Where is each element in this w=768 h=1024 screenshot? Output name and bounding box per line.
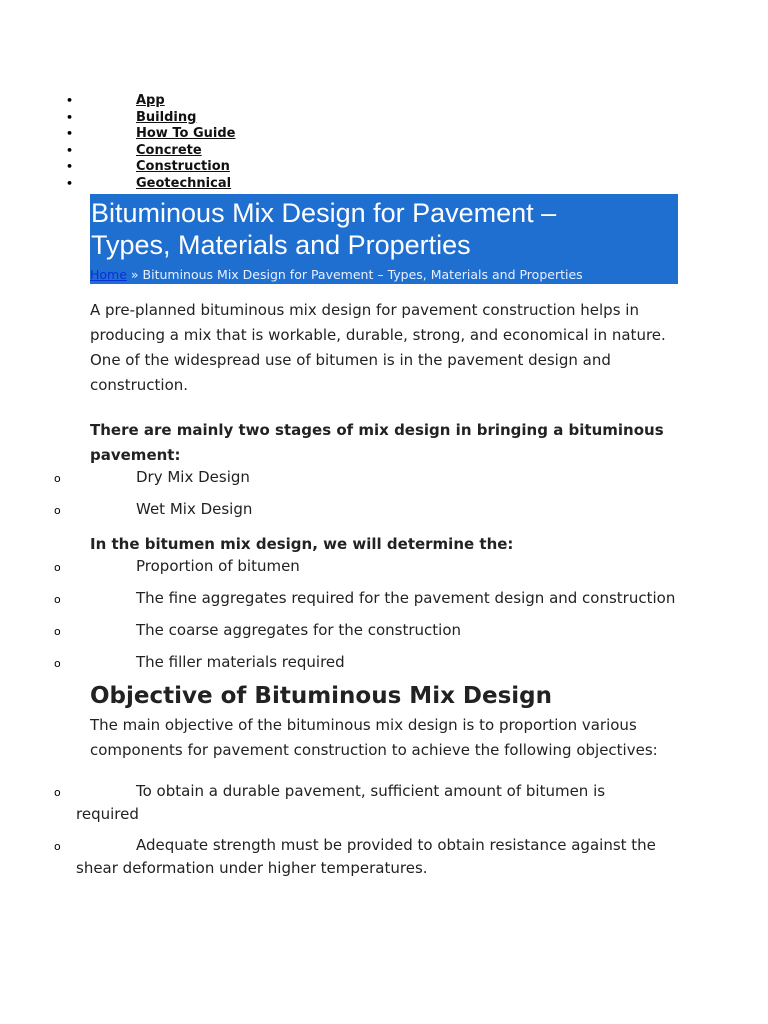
circle-bullet-icon: o: [54, 625, 61, 638]
intro-line: A pre-planned bituminous mix design for pavement construction helps in: [90, 301, 639, 319]
bullet-icon: •: [66, 176, 74, 190]
nav-item-construction: [0, 159, 400, 176]
nav-item-building: [0, 110, 400, 127]
circle-bullet-icon: o: [54, 840, 61, 853]
nav-item-concrete: [0, 143, 400, 160]
breadcrumb-separator: »: [126, 267, 143, 282]
objective-intro-line2: components for pavement construction to achieve the following objectives:: [90, 741, 658, 759]
bullet-icon: •: [66, 94, 74, 107]
intro-paragraph: [90, 298, 690, 398]
list-item-text: The coarse aggregates for the construction: [136, 621, 462, 639]
nav-item-how-to-guide: [0, 126, 400, 143]
intro-line: construction.: [90, 376, 189, 394]
circle-bullet-icon: o: [54, 593, 61, 606]
determine-heading: In the bitumen mix design, we will determine the:: [90, 535, 514, 553]
breadcrumb-current: Bituminous Mix Design for Pavement – Types, Materials and Properties: [142, 267, 583, 282]
circle-bullet-icon: o: [54, 786, 61, 799]
nav-link-app[interactable]: App: [136, 93, 165, 108]
circle-bullet-icon: o: [54, 504, 61, 517]
nav-link-how-to-guide[interactable]: How To Guide: [136, 126, 236, 142]
objective-intro-line1: The main objective of the bituminous mix design is to proportion various: [90, 716, 637, 734]
breadcrumb: [90, 267, 583, 282]
breadcrumb-home-link[interactable]: Home: [90, 267, 127, 282]
list-item-text: The fine aggregates required for the pavement design and construction: [136, 589, 676, 607]
bullet-icon: •: [66, 127, 74, 141]
stages-heading: [90, 418, 680, 468]
nav-link-building[interactable]: Building: [136, 109, 197, 125]
stages-heading-line2: pavement:: [90, 446, 181, 464]
list-item: [0, 780, 740, 826]
objective-intro: [90, 713, 690, 763]
bullet-icon: •: [66, 143, 74, 157]
circle-bullet-icon: o: [54, 657, 61, 670]
page-title: [90, 194, 678, 261]
list-item-text: The filler materials required: [136, 653, 345, 671]
bullet-icon: •: [66, 160, 74, 174]
title-banner: [90, 194, 678, 284]
circle-bullet-icon: o: [54, 472, 61, 485]
objective-heading: Objective of Bituminous Mix Design: [90, 683, 553, 709]
nav-link-construction[interactable]: Construction: [136, 159, 230, 175]
bullet-icon: •: [66, 110, 74, 124]
list-item-text: Proportion of bitumen: [136, 557, 300, 575]
list-item-text-wrap: required: [76, 805, 139, 823]
nav-link-concrete[interactable]: Concrete: [136, 142, 202, 158]
page-title-line1: Bituminous Mix Design for Pavement –: [91, 198, 557, 228]
circle-bullet-icon: o: [54, 561, 61, 574]
list-item-text: Wet Mix Design: [136, 500, 253, 518]
nav-item-geotechnical: [0, 176, 400, 193]
intro-line: One of the widespread use of bitumen is in the pavement design and: [90, 351, 611, 369]
list-item-text-wrap: shear deformation under higher temperatures.: [76, 859, 428, 877]
list-item-text: To obtain a durable pavement, sufficient amount of bitumen is: [136, 782, 606, 800]
list-item-text: Adequate strength must be provided to obtain resistance against the: [136, 836, 656, 854]
category-nav: [0, 93, 400, 193]
nav-item-app: [0, 93, 400, 110]
stages-heading-line1: There are mainly two stages of mix design in bringing a bituminous: [90, 421, 664, 439]
list-item: [0, 834, 740, 880]
nav-link-geotechnical[interactable]: Geotechnical: [136, 175, 232, 191]
list-item-text: Dry Mix Design: [136, 468, 250, 486]
page-title-line2: Types, Materials and Properties: [91, 230, 471, 260]
intro-line: producing a mix that is workable, durable, strong, and economical in nature.: [90, 326, 666, 344]
